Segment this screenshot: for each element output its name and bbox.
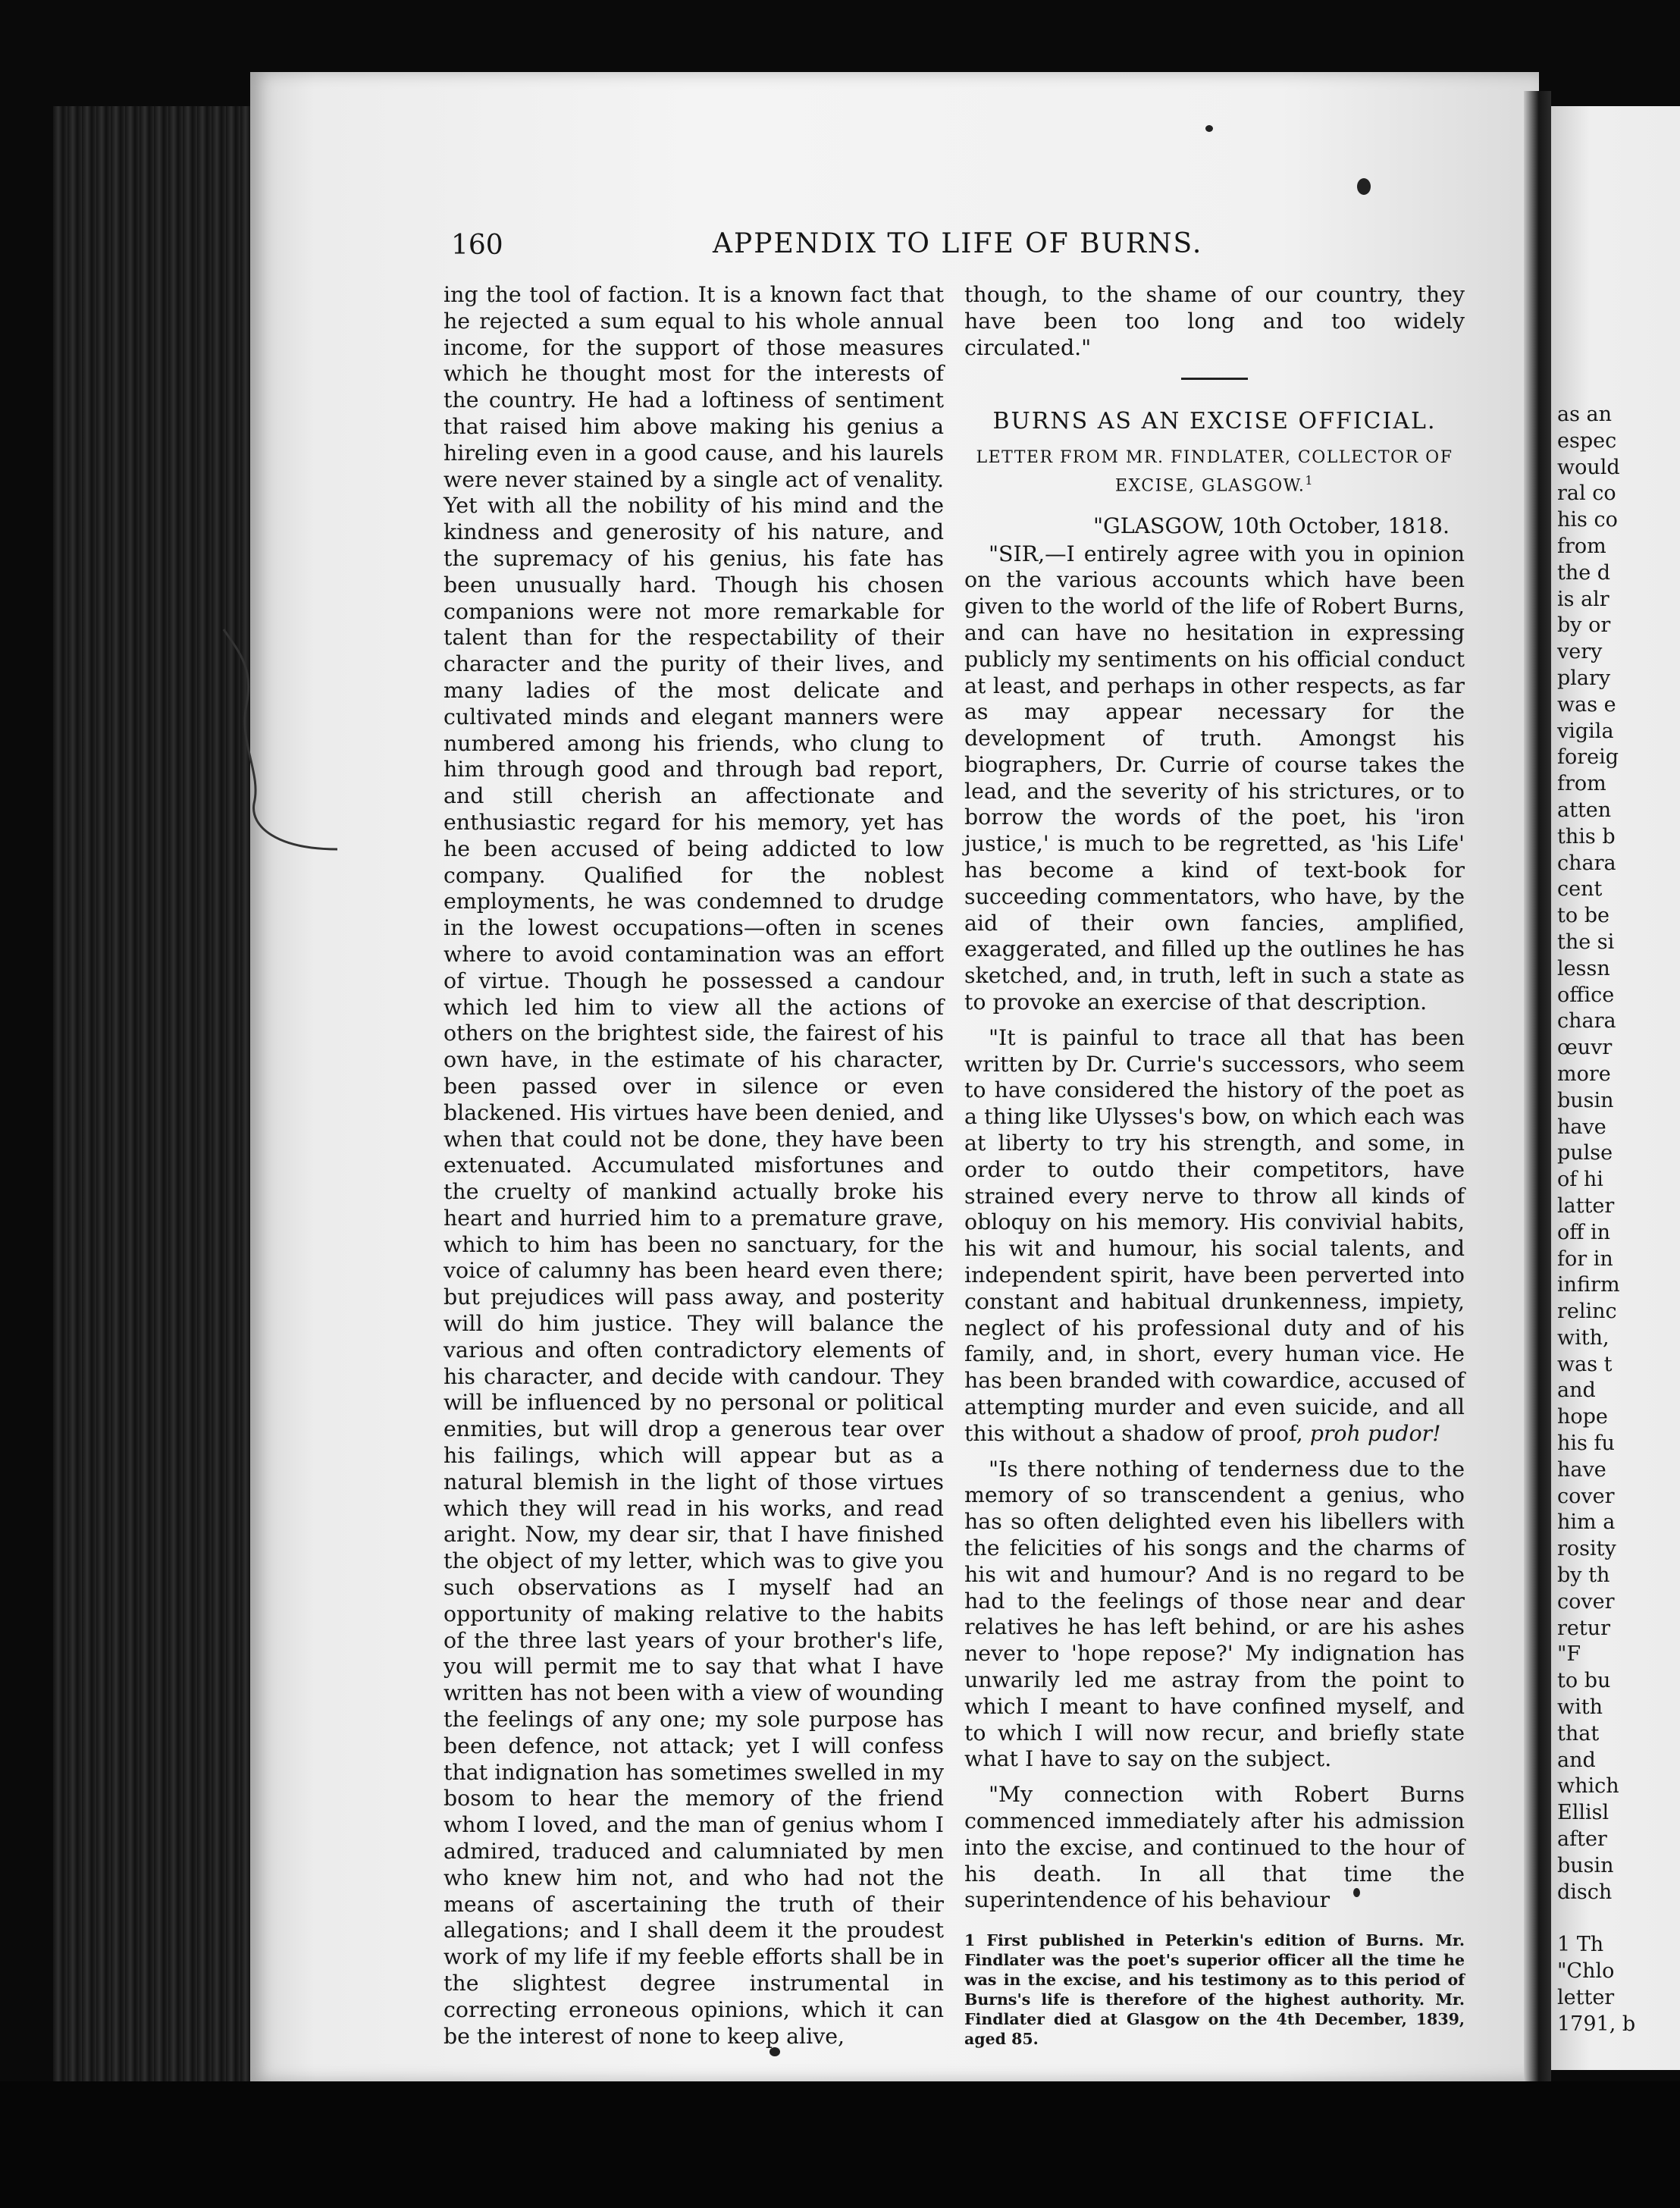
facing-page-line: busin bbox=[1557, 1088, 1614, 1112]
facing-page-line: was t bbox=[1557, 1352, 1613, 1376]
facing-page-line: latter bbox=[1557, 1193, 1615, 1218]
facing-page-line: with, bbox=[1557, 1325, 1609, 1350]
scan-background bbox=[0, 2081, 1680, 2208]
facing-page-line: "Chlo bbox=[1557, 1959, 1615, 1984]
italic-phrase: proh pudor! bbox=[1309, 1420, 1441, 1446]
facing-page-line: infirm bbox=[1557, 1273, 1620, 1297]
letter-paragraph: "My connection with Robert Burns commenced immediately after his admission into the excise, and continued to the hour of his death. In all that time the superintendence of his behaviour bbox=[964, 1782, 1465, 1913]
facing-page-line: from bbox=[1557, 772, 1606, 796]
facing-page-line: espec bbox=[1557, 428, 1617, 453]
facing-page-line: with bbox=[1557, 1695, 1603, 1720]
facing-page-line: his fu bbox=[1557, 1432, 1615, 1456]
letter-paragraph: "Is there nothing of tenderness due to the memory of so transcendent a genius, who has so often delighted even his libellers with the felicities of his songs and the charms of his wit and humour? And is no regard to be had to the feelings of those near and dear relatives he has left behind, or are his ashes never to 'hope repose?' My indignation has unwarily led me astray from the point to which I meant to have confined myself, and to which I will now recur, and briefly state what I have to say on the subject. bbox=[964, 1456, 1465, 1772]
facing-page-line: cover bbox=[1557, 1589, 1615, 1614]
facing-page-line: would bbox=[1557, 455, 1620, 479]
facing-page-line: letter bbox=[1557, 1985, 1615, 2009]
facing-page-line: cover bbox=[1557, 1484, 1615, 1508]
facing-page-line: have bbox=[1557, 1457, 1606, 1482]
right-column bbox=[964, 282, 1465, 2049]
continuation-text: though, to the shame of our country, they have been too long and too widely circulated." bbox=[964, 282, 1465, 360]
letter-paragraph bbox=[964, 1025, 1465, 1447]
facing-page-line: for in bbox=[1557, 1247, 1613, 1271]
facing-page-line: plary bbox=[1557, 666, 1611, 690]
footnote-marker: 1 bbox=[1305, 473, 1315, 488]
letter-paragraph: "SIR,—I entirely agree with you in opinion on the various accounts which have been given to the world of the life of Robert Burns, and can have no hesitation in expressing publicly my sentiments on his official conduct at least, and perhaps in other respects, as far as may appear necessary for the development of truth. Amongst his biographers, Dr. Currie of course takes the lead, and the severity of his strictures, or to borrow the words of the poet, his 'iron justice,' is much to be regretted, as 'his Life' has become a kind of text-book for succeeding commentators, who have, by the aid of their own fancies, amplified, exaggerated, and filled up the outlines he has sketched, and, in truth, left in such a state as to provoke an exercise of that description. bbox=[964, 541, 1465, 1015]
facing-page-line: foreig bbox=[1557, 745, 1619, 770]
facing-page-line: him a bbox=[1557, 1510, 1616, 1535]
facing-page-line: 1 Th bbox=[1557, 1933, 1604, 1957]
facing-page-line: vigila bbox=[1557, 719, 1614, 743]
letter-heading-text: LETTER FROM MR. FINDLATER, COLLECTOR OF EXCISE, GLASGOW. bbox=[976, 448, 1453, 496]
left-column-paragraph: ing the tool of faction. It is a known fact that he rejected a sum equal to his whole annual income, for the support of those measures which he thought most for the interests of the country. He had a loftiness of sentiment that raised him above making his genius a hireling even in a good cause, and his laurels were never stained by a single act of venality. Yet with all the nobility of his mind and the kindness and generosity of his nature, and the supremacy of his genius, his fate has been unusually hard. Though his chosen companions were not more remarkable for talent than for the respectability of their character and the purity of their lives, and many ladies of the most delicate and cultivated minds and elegant manners were numbered among his friends, who clung to him through good and through bad report, and still cherish an affectionate and enthusiastic regard for his memory, yet has he been accused of being addicted to low company. Qualified for the noblest employments, he was condemned to drudge in the lowest occupations—often in scenes where to avoid contamination was an effort of virtue. Though he possessed a candour which led him to view all the actions of others on the brightest side, the fairest of his own have, in the estimate of his character, been passed over in silence or even blackened. His virtues have been denied, and when that could not be done, they have been extenuated. Accumulated misfortunes and the cruelty of mankind actually broke his heart and hurried him to a premature grave, which to him has been no sanctuary, for the voice of calumny has been heard even there; but prejudices will pass away, and posterity will do him justice. They will balance the various and often contradictory elements of his character, and decide with candour. They will be influenced by no personal or political enmities, but will drop a generous tear over his failings, which will appear but as a natural blemish in the light of those virtues which they will read in his works, and read aright. Now, my dear sir, that I have finished the object of my letter, which was to give you such observations as I myself had an opportunity of making relative to the habits of the three last years of your brother's life, you will permit me to say that what I have written has not been with a view of wounding the feelings of any one; my sole purpose has been defence, not attack; yet I will confess that indignation has sometimes swelled in my bosom to hear the memory of the friend whom I loved, and the man of genius whom I admired, traduced and calumniated by men who knew him not, and who had not the means of ascertaining the truth of their allegations; and I shall deem it the proudest work of my life if my feeble efforts shall be in the slightest degree instrumental in correcting erroneous opinions, which it can be the interest of none to keep alive, bbox=[444, 282, 944, 2049]
page-number: 160 bbox=[451, 230, 503, 261]
running-title: APPENDIX TO LIFE OF BURNS. bbox=[713, 228, 1203, 259]
facing-page-line: rosity bbox=[1557, 1537, 1616, 1561]
facing-page-line: relinc bbox=[1557, 1300, 1617, 1324]
facing-page-line: the d bbox=[1557, 560, 1611, 585]
facing-page-line: 1791, b bbox=[1557, 2012, 1636, 2036]
facing-page-line: to bu bbox=[1557, 1669, 1611, 1693]
facing-page-line: this b bbox=[1557, 824, 1616, 848]
facing-page-line: chara bbox=[1557, 851, 1616, 875]
facing-page-line bbox=[1557, 1905, 1635, 1932]
facing-page-line: by or bbox=[1557, 613, 1611, 638]
facing-page-line: is alr bbox=[1557, 587, 1609, 611]
facing-page-line: pulse bbox=[1557, 1141, 1613, 1165]
facing-page-line: and bbox=[1557, 1378, 1596, 1403]
facing-page-line: his co bbox=[1557, 508, 1618, 532]
facing-page-line: œuvr bbox=[1557, 1036, 1613, 1060]
book-gutter bbox=[1524, 91, 1551, 2085]
facing-page bbox=[1551, 106, 1680, 2070]
facing-page-line: cent bbox=[1557, 877, 1603, 902]
facing-page-line: more bbox=[1557, 1062, 1611, 1086]
facing-page-line: and bbox=[1557, 1748, 1596, 1772]
section-divider bbox=[1181, 378, 1248, 380]
facing-page-line: office bbox=[1557, 983, 1615, 1007]
facing-page-line: ral co bbox=[1557, 481, 1616, 506]
facing-page-line: Ellisl bbox=[1557, 1801, 1609, 1825]
facing-page-line: off in bbox=[1557, 1220, 1611, 1244]
facing-page-line: atten bbox=[1557, 798, 1612, 822]
letter-heading bbox=[964, 447, 1465, 497]
left-column bbox=[444, 282, 944, 2050]
facing-page-line: lessn bbox=[1557, 956, 1610, 980]
margin-pencil-mark bbox=[216, 622, 345, 872]
facing-page-line: which bbox=[1557, 1774, 1619, 1799]
book-fore-edge bbox=[53, 106, 258, 2085]
facing-page-line: very bbox=[1557, 640, 1603, 664]
facing-page-line: of hi bbox=[1557, 1168, 1603, 1192]
facing-page-line: have bbox=[1557, 1115, 1606, 1139]
section-title: BURNS AS AN EXCISE OFFICIAL. bbox=[992, 408, 1437, 435]
facing-page-line: busin bbox=[1557, 1853, 1614, 1877]
ink-speck bbox=[1357, 178, 1371, 195]
facing-page-line: hope bbox=[1557, 1405, 1608, 1429]
facing-page-line: to be bbox=[1557, 904, 1609, 928]
facing-page-line: the si bbox=[1557, 930, 1615, 954]
ink-speck bbox=[1205, 125, 1213, 132]
facing-page-line: chara bbox=[1557, 1009, 1616, 1033]
facing-page-line: after bbox=[1557, 1827, 1607, 1852]
letter-paragraph-text: "It is painful to trace all that has been written by Dr. Currie's successors, who seem to have considered the history of the poet as a thing like Ulysses's bow, on which each was at liberty to try his strength, and some, in order to outdo their competitors, have strained every nerve to throw all kinds of obloquy on his memory. His convivial habits, his wit and humour, his social talents, and independent spirit, have been perverted into constant and habitual drunkenness, impiety, neglect of his professional duty and of his family, and, in short, every human vice. He has been branded with cowardice, accused of attempting murder and even suicide, and all this without a shadow of proof, bbox=[964, 1024, 1465, 1446]
letter-dateline: "GLASGOW, 10th October, 1818. bbox=[1092, 513, 1450, 538]
facing-page-line: as an bbox=[1557, 403, 1613, 426]
facing-page-line: retur bbox=[1557, 1616, 1611, 1640]
facing-page-line: disch bbox=[1557, 1880, 1613, 1904]
facing-page-text bbox=[1557, 402, 1635, 2037]
facing-page-line: by th bbox=[1557, 1563, 1610, 1588]
facing-page-line: was e bbox=[1557, 692, 1616, 717]
facing-page-line: "F bbox=[1557, 1642, 1581, 1667]
facing-page-line: from bbox=[1557, 534, 1606, 558]
footnote: 1 First published in Peterkin's edition of Burns. Mr. Findlater was the poet's superior officer all the time he was in the excise, and his testimony as to this period of Burns's life is therefore of the highest authority. Mr. Findlater died at Glasgow on the 4th December, 1839, aged 85. bbox=[964, 1931, 1465, 2049]
facing-page-line: that bbox=[1557, 1721, 1600, 1745]
